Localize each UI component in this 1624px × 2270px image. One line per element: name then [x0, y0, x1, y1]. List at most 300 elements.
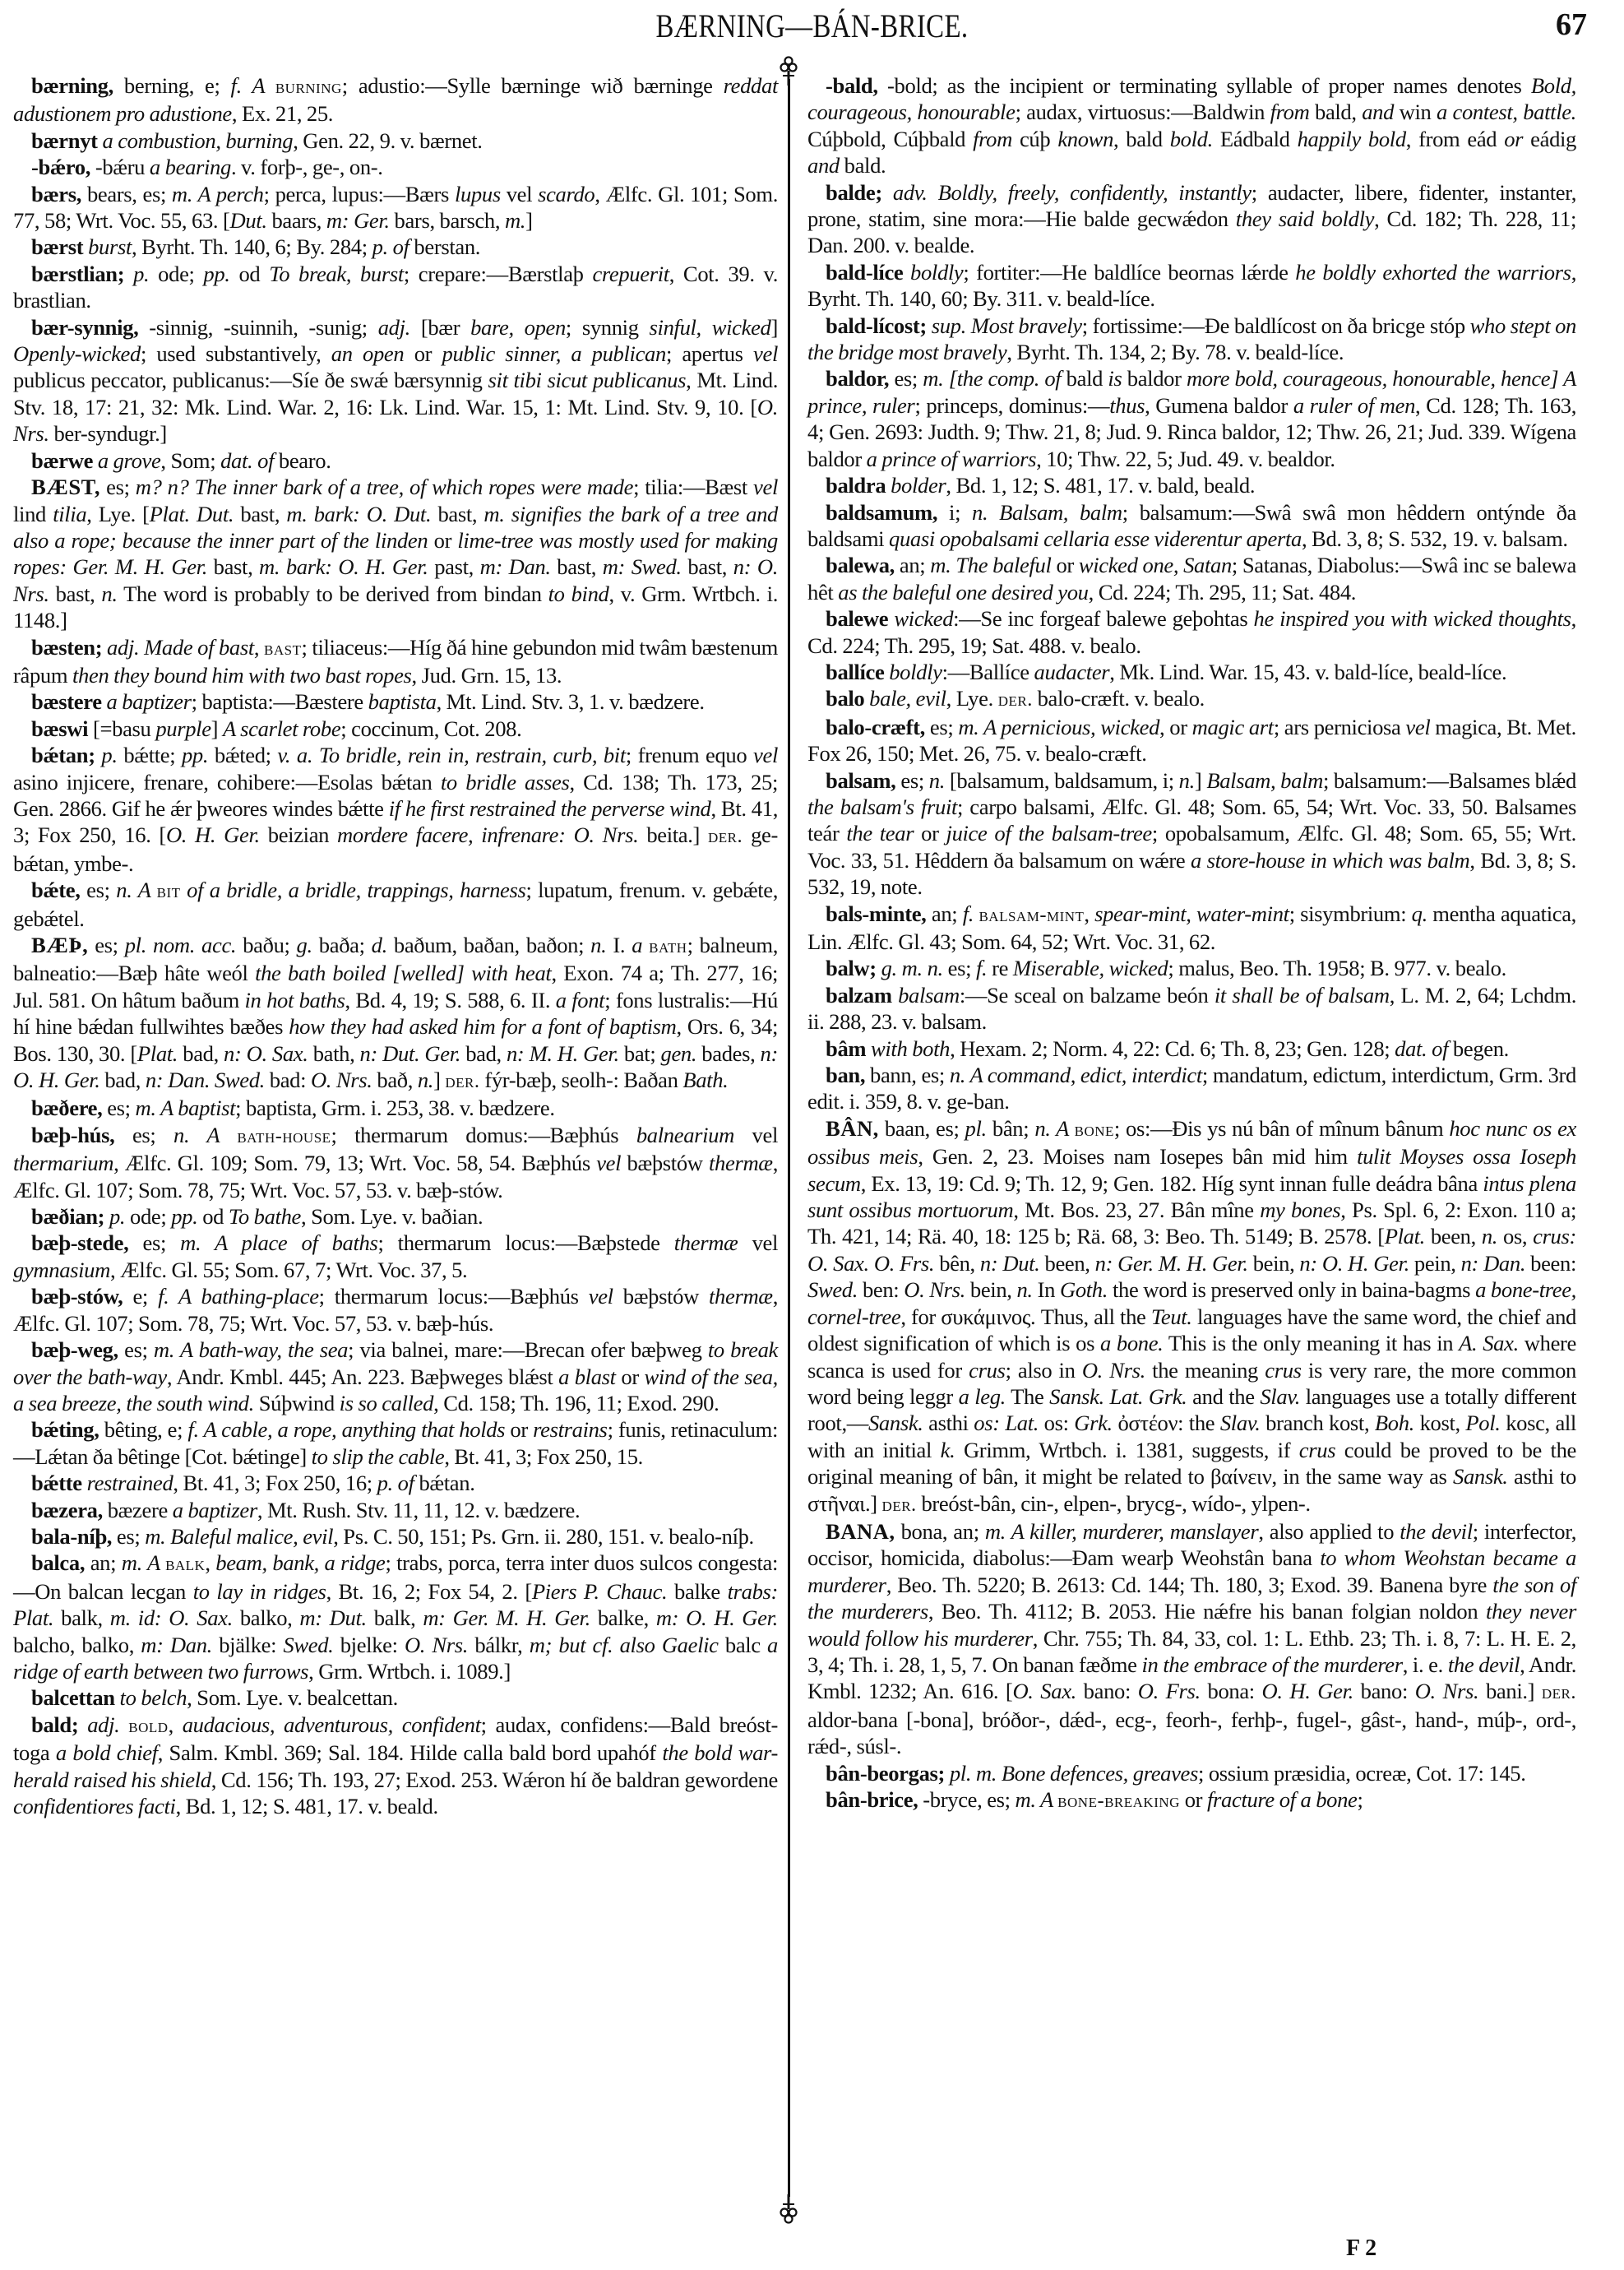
entry-text: baðu; — [236, 933, 297, 957]
italic-gloss: a baptizer — [172, 1497, 257, 1522]
dictionary-entry — [13, 447, 778, 474]
dictionary-entry — [13, 1523, 778, 1550]
italic-gloss: Plat. — [1384, 1224, 1425, 1249]
italic-gloss: is so called — [339, 1390, 434, 1415]
entry-text: , Mt. Lind. Stv. 18, 17: 21, 32: Mk. Lind. War. 2, 16: Lk. Lind. War. 15, 1: Mt. Lind. Stv. 9, 10. [ — [13, 368, 778, 419]
entry-text: es; — [895, 767, 929, 793]
entry-text: bald — [1061, 366, 1108, 391]
italic-gloss: n. — [101, 581, 118, 606]
italic-gloss: adv. Boldly, freely, confidently, instantly — [881, 179, 1252, 205]
headword: BÆST, — [31, 475, 101, 500]
italic-gloss: m: Dan. — [141, 1632, 212, 1657]
headword: balcettan — [31, 1685, 115, 1711]
entry-text: been: — [1525, 1250, 1576, 1276]
entry-text: bearo. — [274, 447, 331, 473]
entry-text: , Ælfc. Gl. 109; Som. 79, 13; Wrt. Voc. 58, 54. Bæþhús — [113, 1151, 597, 1176]
entry-text: bald. — [839, 153, 886, 178]
italic-gloss: g. m. n. — [876, 956, 943, 981]
italic-gloss: reddat adustionem pro adustione — [13, 73, 778, 127]
running-title: BÆRNING—BÁN-BRICE. — [655, 7, 969, 44]
entry-text: , Ælfc. Gl. 107; Som. 78, 75; Wrt. Voc. 57, 53. v. bæþ-hús. — [13, 1284, 779, 1336]
headword: bala-níþ, — [31, 1523, 113, 1549]
entry-text: ; audax, confidens:—Bald breóst-toga — [13, 1712, 778, 1766]
entry-text: , Cot. 39. v. brastlian. — [13, 261, 778, 313]
entry-text: -bold; as the incipient or terminating syllable of proper names denotes — [877, 73, 1531, 98]
italic-gloss: n. — [590, 933, 607, 957]
italic-gloss: bolder — [886, 473, 946, 498]
italic-gloss: of a bridle, a bridle, trappings, harness — [180, 878, 526, 903]
entry-text: ; audax, virtuosus:—Baldwin — [1015, 100, 1270, 125]
italic-gloss: and — [807, 153, 840, 178]
entry-text: ; fons lustralis:—Hú hí hine bǽdan fullwihtes bæðes — [13, 987, 778, 1040]
italic-gloss: he boldly exhorted the warriors — [1295, 259, 1571, 285]
entry-text: ] — [770, 314, 778, 340]
dictionary-entry — [807, 259, 1576, 313]
dictionary-entry — [807, 72, 1576, 179]
italic-gloss: pp. — [203, 261, 230, 286]
entry-text: bast, — [431, 501, 484, 526]
italic-gloss: m: Swed. — [602, 554, 682, 580]
entry-text: bast, — [550, 554, 603, 580]
entry-text: fýr-bæþ, seolh-: Baðan — [479, 1068, 683, 1093]
entry-text: , Bt. 41, 3; Fox 250, 16. [ — [13, 795, 778, 848]
headword: bǽtte — [31, 1471, 82, 1496]
italic-gloss: q. — [1411, 901, 1427, 926]
italic-gloss: n. — [417, 1068, 434, 1093]
italic-gloss: To bathe — [228, 1204, 301, 1230]
entry-text: ; baptista, Grm. i. 253, 38. v. bædzere. — [235, 1096, 555, 1121]
dictionary-entry — [807, 499, 1576, 553]
entry-text: , Cd. 128; Th. 163, 4; Gen. 2693: Judth. 9; Thw. 21, 8; Jud. 9. Rinca baldor, 12; Thw. 26, 21; Jud. 339. Wígena baldor — [807, 392, 1577, 471]
italic-gloss: m. Baleful malice, evil — [145, 1523, 334, 1549]
dictionary-entry — [13, 1470, 778, 1496]
italic-gloss: vel — [1405, 714, 1431, 739]
italic-gloss: in hot baths — [244, 987, 345, 1012]
italic-gloss: the son of the murderers — [807, 1572, 1576, 1624]
entry-text: , Bd. 3, 8; S. 532, 19, note. — [807, 847, 1576, 900]
dictionary-entry — [13, 1497, 778, 1523]
italic-gloss: lupus — [454, 181, 501, 206]
entry-text: ; adustio:—Sylle bærninge wið bærninge — [341, 73, 724, 98]
entry-text: bath, — [308, 1040, 360, 1066]
italic-gloss: p. — [104, 1204, 126, 1230]
entry-text: ; also in — [1005, 1357, 1082, 1383]
italic-gloss: To break, burst — [269, 261, 404, 286]
entry-text: , Bd. 1, 12; S. 481, 17. v. beald. — [175, 1794, 438, 1818]
entry-text: berstan. — [409, 234, 481, 260]
entry-text: and the — [1187, 1383, 1261, 1409]
italic-gloss: beam, bank, a ridge — [215, 1550, 386, 1576]
italic-gloss: O. Frs. — [1137, 1679, 1201, 1704]
dictionary-entry — [13, 742, 778, 877]
small-caps-term: bath — [649, 935, 687, 957]
entry-text: -bryce, es; — [918, 1787, 1016, 1812]
italic-gloss: dat. of — [1395, 1035, 1449, 1061]
italic-gloss: A. Sax. — [1459, 1331, 1519, 1356]
entry-text: bad: — [264, 1068, 311, 1093]
italic-gloss: Openly-wicked — [13, 341, 141, 367]
entry-text: bæþstów — [613, 1284, 710, 1309]
italic-gloss: v. a. To bridle, rein in, restrain, curb, bit — [277, 743, 626, 768]
entry-text: , Ex. 13, 19: Cd. 9; Th. 12, 9; Gen. 182. Híg synt innan fulle deádra bâna — [860, 1170, 1483, 1196]
italic-gloss: to whom Weohstan became a murderer — [807, 1545, 1577, 1597]
page-header — [0, 7, 1624, 48]
entry-text: ; thermarum locus:—Bæþstede — [377, 1230, 674, 1256]
italic-gloss: p. — [124, 261, 150, 286]
entry-text: languages have the same word, the chief and oldest signification of which is os — [807, 1304, 1576, 1356]
italic-gloss: k. — [940, 1437, 955, 1462]
entry-text: The word is probably to be derived from bindan — [117, 581, 548, 606]
entry-text: balke, — [590, 1605, 656, 1631]
headword: bæstere — [31, 689, 102, 715]
italic-gloss: f. A — [230, 73, 275, 98]
italic-gloss: O. Nrs. — [310, 1068, 372, 1093]
entry-text: , Ps. Spl. 6, 2: Exon. 110 a; Th. 421, 14; Rä. 40, 18: 125 b; Rä. 68, 3: Beo. Th. 5149; B. 2578. [ — [807, 1198, 1577, 1249]
entry-text: ode; — [149, 261, 204, 286]
entry-text: , Chr. 755; Th. 84, 33, col. 1: L. Ethb. 23; Th. i. 8, 7: L. H. E. 2, 3, 4; Th. i. 28, 1, 5, 7. On banan fæðme — [807, 1625, 1576, 1677]
entry-text: , Grm. Wrtbch. i. 1089.] — [308, 1658, 511, 1684]
entry-text: bæþstów — [621, 1151, 709, 1176]
entry-text: ge-bǽtan, ymbe-. — [13, 822, 778, 876]
headword: bæþ-hús, — [31, 1122, 115, 1147]
dictionary-entry — [13, 234, 778, 260]
italic-gloss: and — [1362, 100, 1395, 125]
italic-gloss: they said boldly — [1235, 206, 1375, 232]
entry-text: ; thermarum locus:—Bæþhús — [318, 1284, 589, 1309]
dictionary-entry — [13, 1684, 778, 1711]
entry-text: bast, — [234, 501, 287, 526]
entry-text: or — [404, 341, 442, 367]
small-caps-term: bast — [264, 637, 302, 660]
italic-gloss: a bone-tree, cornel-tree — [807, 1277, 1576, 1329]
entry-text: bona, an; — [895, 1518, 985, 1544]
headword: bærs, — [31, 181, 82, 206]
italic-gloss: pl. nom. acc. — [124, 933, 237, 957]
entry-text: is very rare, the more common word being leggr — [807, 1357, 1576, 1409]
dictionary-entry — [807, 1115, 1576, 1518]
headword: bær-synnig, — [31, 314, 139, 340]
italic-gloss: balnearium — [636, 1122, 734, 1147]
italic-gloss: n. — [1016, 1277, 1033, 1303]
small-caps-term: bone-breaking — [1057, 1790, 1180, 1812]
entry-text: or — [428, 527, 458, 553]
entry-text: ; mandatum, edictum, interdictum, Grm. 3rd edit. i. 359, 8. v. ge-ban. — [807, 1063, 1576, 1114]
entry-text: In — [1032, 1277, 1060, 1303]
italic-gloss: a combustion, burning — [97, 127, 294, 153]
italic-gloss: m: Ger. M. H. Ger. — [423, 1605, 590, 1631]
entry-text: Grimm, Wrtbch. i. 1381, suggests, if — [955, 1437, 1299, 1462]
headword: bæzera, — [31, 1497, 103, 1522]
entry-text: ; via balnei, mare:—Brecan ofer bæþweg — [348, 1337, 708, 1363]
italic-gloss: a ruler of men — [1293, 392, 1416, 418]
italic-gloss: pl. m. Bone defences, greaves — [945, 1760, 1199, 1786]
italic-gloss: m. A — [121, 1550, 166, 1576]
italic-gloss: the devil — [1447, 1652, 1520, 1677]
entry-text: pein, — [1409, 1250, 1461, 1276]
headword: bǽte, — [31, 878, 81, 903]
entry-text: balc — [718, 1632, 768, 1657]
entry-text: bæzere — [102, 1497, 173, 1522]
dictionary-entry — [13, 261, 778, 314]
column-rule-ornament-bottom-icon — [776, 2194, 801, 2224]
entry-text: , Salm. Kmbl. 369; Sal. 184. Hilde calla bald bord upahóf — [157, 1740, 663, 1766]
headword: BANA, — [826, 1518, 895, 1544]
headword: bald-lícost; — [826, 313, 927, 338]
italic-gloss: juice of the balsam-tree — [946, 821, 1152, 846]
italic-gloss: m. A — [1015, 1787, 1058, 1812]
entry-text: mentha aquatica, Lin. Ælfc. Gl. 43; Som. 64, 52; Wrt. Voc. 31, 62. — [807, 901, 1576, 954]
headword: bǽtan; — [31, 743, 95, 768]
entry-text: or — [914, 821, 946, 846]
entry-text: breóst-bân, cin-, elpen-, brycg-, wído-, ylpen-. — [916, 1490, 1311, 1516]
dictionary-entry — [807, 767, 1576, 901]
italic-gloss: crus — [1265, 1357, 1302, 1383]
italic-gloss: Piers P. Chauc. — [531, 1578, 668, 1604]
italic-gloss: lime-tree was mostly used for making ropes: Ger. M. H. Ger. — [13, 527, 778, 580]
entry-text: [=basu — [88, 716, 156, 741]
headword: bân-brice, — [826, 1787, 918, 1812]
entry-text: bano: — [1076, 1679, 1138, 1704]
entry-text: -sinnig, -suinnih, -sunig; — [138, 314, 378, 340]
entry-text: or — [615, 1364, 645, 1389]
italic-gloss: a leg. — [958, 1383, 1006, 1409]
entry-text: where scanca is used for — [807, 1331, 1577, 1383]
entry-text: , Byrht. Th. 140, 60; By. 311. v. beald-líce. — [807, 259, 1576, 312]
headword: bærstlian; — [31, 261, 125, 286]
italic-gloss: as the baleful one desired you — [838, 579, 1089, 605]
italic-gloss: adj. Made of bast — [102, 634, 254, 660]
small-caps-term: bone — [1074, 1118, 1114, 1141]
italic-gloss: if he first restrained the perverse wind — [388, 795, 711, 821]
italic-gloss: trabs: Plat. — [13, 1578, 779, 1631]
entry-text: vel — [733, 1122, 778, 1147]
entry-text: , Gumena baldor — [1145, 392, 1293, 418]
dictionary-entry — [13, 1095, 778, 1121]
entry-text: cúþ — [1011, 126, 1058, 151]
entry-text: bades, — [696, 1040, 761, 1066]
entry-text: , Andr. Kmbl. 445; An. 223. Bæþweges blǽst — [166, 1364, 559, 1389]
italic-gloss: dat. of — [220, 447, 275, 473]
entry-text: been, — [1424, 1224, 1482, 1249]
entry-text: , bald — [1113, 126, 1170, 151]
italic-gloss: n: Dut. Ger. — [359, 1040, 461, 1066]
entry-text: es; — [128, 1230, 181, 1256]
dictionary-entry — [13, 474, 778, 633]
italic-gloss: my bones — [1260, 1198, 1341, 1223]
entry-text: , Bd. 1, 12; S. 481, 17. v. bald, beald. — [946, 473, 1256, 498]
entry-text: baars, — [266, 208, 326, 234]
italic-gloss: to belch — [114, 1685, 187, 1711]
italic-gloss: to slip the cable — [311, 1443, 445, 1469]
italic-gloss: n. A command, edict, interdict — [949, 1063, 1202, 1088]
entry-text: bears, es; — [81, 181, 172, 206]
italic-gloss: wicked — [888, 606, 954, 632]
entry-text: beita.] — [638, 822, 709, 848]
italic-gloss: Plat. Dut. — [149, 501, 234, 526]
italic-gloss: more bold, courageous, honourable, hence] A prince, ruler — [807, 366, 1576, 418]
entry-text: ; synnig — [565, 314, 650, 340]
entry-text: [bær — [409, 314, 471, 340]
entry-text: bêting, e; — [99, 1417, 188, 1443]
italic-gloss: in the embrace of the murderer — [1141, 1652, 1403, 1677]
italic-gloss: to bind — [548, 581, 609, 606]
entry-text: , Mk. Lind. War. 15, 43. v. bald-líce, beald-líce. — [1109, 659, 1507, 684]
italic-gloss: Miserable, wicked — [1012, 956, 1168, 981]
entry-text: es; — [88, 933, 125, 957]
headword: BÆÞ, — [31, 933, 89, 957]
italic-gloss: n: O. Nrs. — [13, 554, 779, 606]
italic-gloss: f. A cable, a rope, anything that holds — [187, 1417, 506, 1443]
italic-gloss: public sinner, a publican — [442, 341, 666, 367]
entry-text: , Beo. Th. 5220; B. 2613: Cd. 144; Th. 180, 3; Exod. 39. Banena byre — [886, 1572, 1493, 1597]
italic-gloss: Slav. — [1260, 1383, 1301, 1409]
column-divider-rule — [788, 79, 790, 2197]
headword: ban, — [826, 1063, 866, 1088]
entry-text: ; malus, Beo. Th. 1958; B. 977. v. bealo. — [1168, 956, 1506, 981]
entry-text: , Lye. [ — [86, 501, 150, 526]
entry-text: , for συκάμινος. Thus, all the — [900, 1304, 1151, 1329]
entry-text: magica, Bt. Met. Fox 26, 150; Met. 26, 75. v. bealo-cræft. — [807, 714, 1576, 767]
entry-text: This is the only meaning it has in — [1163, 1331, 1460, 1356]
italic-gloss: O. Nrs. — [1081, 1357, 1145, 1383]
entry-text: vel — [500, 181, 539, 206]
italic-gloss: m. [the comp. of — [923, 366, 1062, 391]
entry-text: , Ors. 6, 34; Bos. 130, 30. [ — [13, 1014, 778, 1066]
entry-text: , Lye. — [946, 686, 998, 711]
italic-gloss: is — [1108, 366, 1122, 391]
italic-gloss: a bone. — [1100, 1331, 1164, 1356]
dictionary-entry — [807, 1518, 1576, 1760]
entry-text: bǽtte; — [117, 743, 182, 768]
entry-text: , Ps. C. 50, 151; Ps. Grn. ii. 280, 151. v. bealo-níþ. — [333, 1523, 754, 1549]
italic-gloss: Grk. — [1074, 1411, 1113, 1436]
entry-text: asino injicere, frenare, cohibere:—Esolas bǽtan — [13, 769, 441, 794]
entry-text: or — [1179, 1787, 1207, 1812]
italic-gloss: restrains — [533, 1417, 608, 1443]
entry-text: , v. Grm. Wrtbch. i. 1148.] — [13, 581, 778, 633]
entry-text: ; opobalsamum, Ælfc. Gl. 48; Som. 65, 55; Wrt. Voc. 33, 51. Hêddern ða balsamum on wǽre — [807, 821, 1576, 873]
headword: bæþ-weg, — [31, 1337, 118, 1363]
italic-gloss: n. — [928, 767, 945, 793]
entry-text: es; — [102, 1096, 136, 1121]
italic-gloss: the bath boiled [welled] with heat — [255, 961, 552, 986]
italic-gloss: a font — [555, 987, 605, 1012]
small-caps-term: balk — [165, 1553, 206, 1576]
italic-gloss: he inspired you with wicked thoughts — [1253, 606, 1571, 632]
entry-text: asthi — [923, 1411, 974, 1436]
entry-text: , Hexam. 2; Norm. 4, 22: Cd. 6; Th. 8, 23; Gen. 128; — [950, 1035, 1395, 1061]
dictionary-entry — [13, 314, 778, 447]
italic-gloss: a baptizer — [101, 689, 192, 715]
entry-text: , — [205, 1550, 216, 1576]
entry-text: :—Se sceal on balzame beón — [959, 982, 1215, 1008]
italic-gloss: hoc nunc os ex ossibus meis — [807, 1115, 1577, 1170]
entry-text: the meaning — [1145, 1357, 1265, 1383]
entry-text: ; Satanas, Diabolus:—Swâ inc se balewa hêt — [807, 553, 1576, 605]
entry-text: , Exon. 74 a; Th. 277, 16; Jul. 581. On hâtum baðum — [13, 961, 778, 1012]
italic-gloss: n: Ger. M. H. Ger. — [1094, 1250, 1248, 1276]
dictionary-entry — [807, 605, 1576, 659]
entry-text: bjälke: — [211, 1632, 284, 1657]
italic-gloss: boldly — [884, 659, 942, 684]
italic-gloss: n: Dut. — [979, 1250, 1040, 1276]
italic-gloss: a ridge of earth between two furrows — [13, 1632, 778, 1684]
dictionary-entry — [13, 154, 778, 180]
italic-gloss: boldly — [903, 259, 964, 285]
headword: baldra — [826, 473, 886, 498]
italic-gloss: thermarium — [13, 1151, 114, 1176]
entry-text: , Cd. 156; Th. 193, 27; Exod. 253. Wǽron hí ðe baldran gewordene — [211, 1767, 778, 1792]
entry-text: , Cd. 224; Th. 295, 19; Sat. 488. v. bealo. — [807, 606, 1576, 658]
italic-gloss: m: O. H. Ger. — [655, 1605, 778, 1631]
entry-text: ; sisymbrium: — [1289, 901, 1412, 926]
dictionary-entry — [13, 1712, 778, 1820]
italic-gloss: m. A place of baths — [180, 1230, 378, 1256]
italic-gloss: n. A — [1034, 1115, 1075, 1141]
italic-gloss: m? n? The inner bark of a tree, of which ropes were made — [135, 475, 634, 500]
entry-text: publicus peccator, publicanus:—Síe ðe swǽ bærsynnig — [13, 368, 488, 393]
entry-text: , Cd. 182; Th. 228, 11; Dan. 200. v. bealde. — [807, 206, 1576, 258]
italic-gloss: os: Lat. — [974, 1411, 1039, 1436]
entry-text — [119, 1712, 128, 1737]
entry-text: bân; — [986, 1115, 1035, 1141]
headword: balca, — [31, 1550, 86, 1576]
entry-text: es; — [942, 956, 976, 981]
headword: balzam — [826, 982, 892, 1008]
entry-text: an; — [926, 901, 963, 926]
entry-text: baðum, baðan, baðon; — [386, 933, 591, 957]
italic-gloss: n: O. H. Ger. — [13, 1040, 778, 1093]
italic-gloss: m. id: O. Sax. — [109, 1605, 233, 1631]
italic-gloss: Swed. — [283, 1632, 334, 1657]
small-caps-term: der. — [1541, 1681, 1577, 1704]
right-column — [807, 72, 1576, 1814]
small-caps-term: bold — [128, 1714, 169, 1737]
italic-gloss: bold. — [1169, 126, 1213, 151]
dictionary-entry — [13, 932, 778, 1095]
headword: bæsten; — [31, 634, 103, 660]
italic-gloss: A scarlet robe — [222, 716, 341, 741]
entry-text: , Bt. 41, 3; Fox 250, 16; — [173, 1471, 377, 1496]
italic-gloss: who stept on the bridge most bravely — [807, 313, 1576, 365]
dictionary-entry — [807, 901, 1576, 956]
entry-text: ; princeps, dominus:— — [914, 392, 1110, 418]
italic-gloss: a bold chief — [55, 1740, 158, 1766]
dictionary-entry — [807, 1760, 1576, 1786]
entry-text: bona: — [1200, 1679, 1262, 1704]
entry-text: bálkr, — [468, 1632, 530, 1657]
entry-text: bein, — [965, 1277, 1017, 1303]
entry-text: ] — [211, 716, 223, 741]
italic-gloss: tilia — [53, 501, 87, 526]
italic-gloss: n: Dan. — [1460, 1250, 1526, 1276]
italic-gloss: p. of — [372, 234, 409, 260]
entry-text: od — [197, 1204, 229, 1230]
entry-text: Súþwind — [253, 1390, 340, 1415]
italic-gloss: sit tibi sicut publicanus — [488, 368, 687, 393]
italic-gloss: n. Balsam, balm — [972, 499, 1122, 525]
entry-text: , Jud. Grn. 15, 13. — [411, 662, 562, 688]
headword: bald-líce — [826, 259, 904, 285]
italic-gloss: adj. — [78, 1712, 120, 1737]
entry-text: , Byrht. Th. 140, 6; By. 284; — [132, 234, 372, 260]
entry-text: , Cd. 224; Th. 295, 11; Sat. 484. — [1088, 579, 1357, 605]
italic-gloss: O. Nrs. — [904, 1277, 965, 1303]
italic-gloss: n. — [1178, 767, 1195, 793]
entry-text: [balsamum, baldsamum, i; — [945, 767, 1179, 793]
small-caps-term: balsam-mint — [979, 903, 1085, 926]
entry-text: , Ælfc. Gl. 55; Som. 67, 7; Wrt. Voc. 37, 5. — [110, 1257, 468, 1282]
